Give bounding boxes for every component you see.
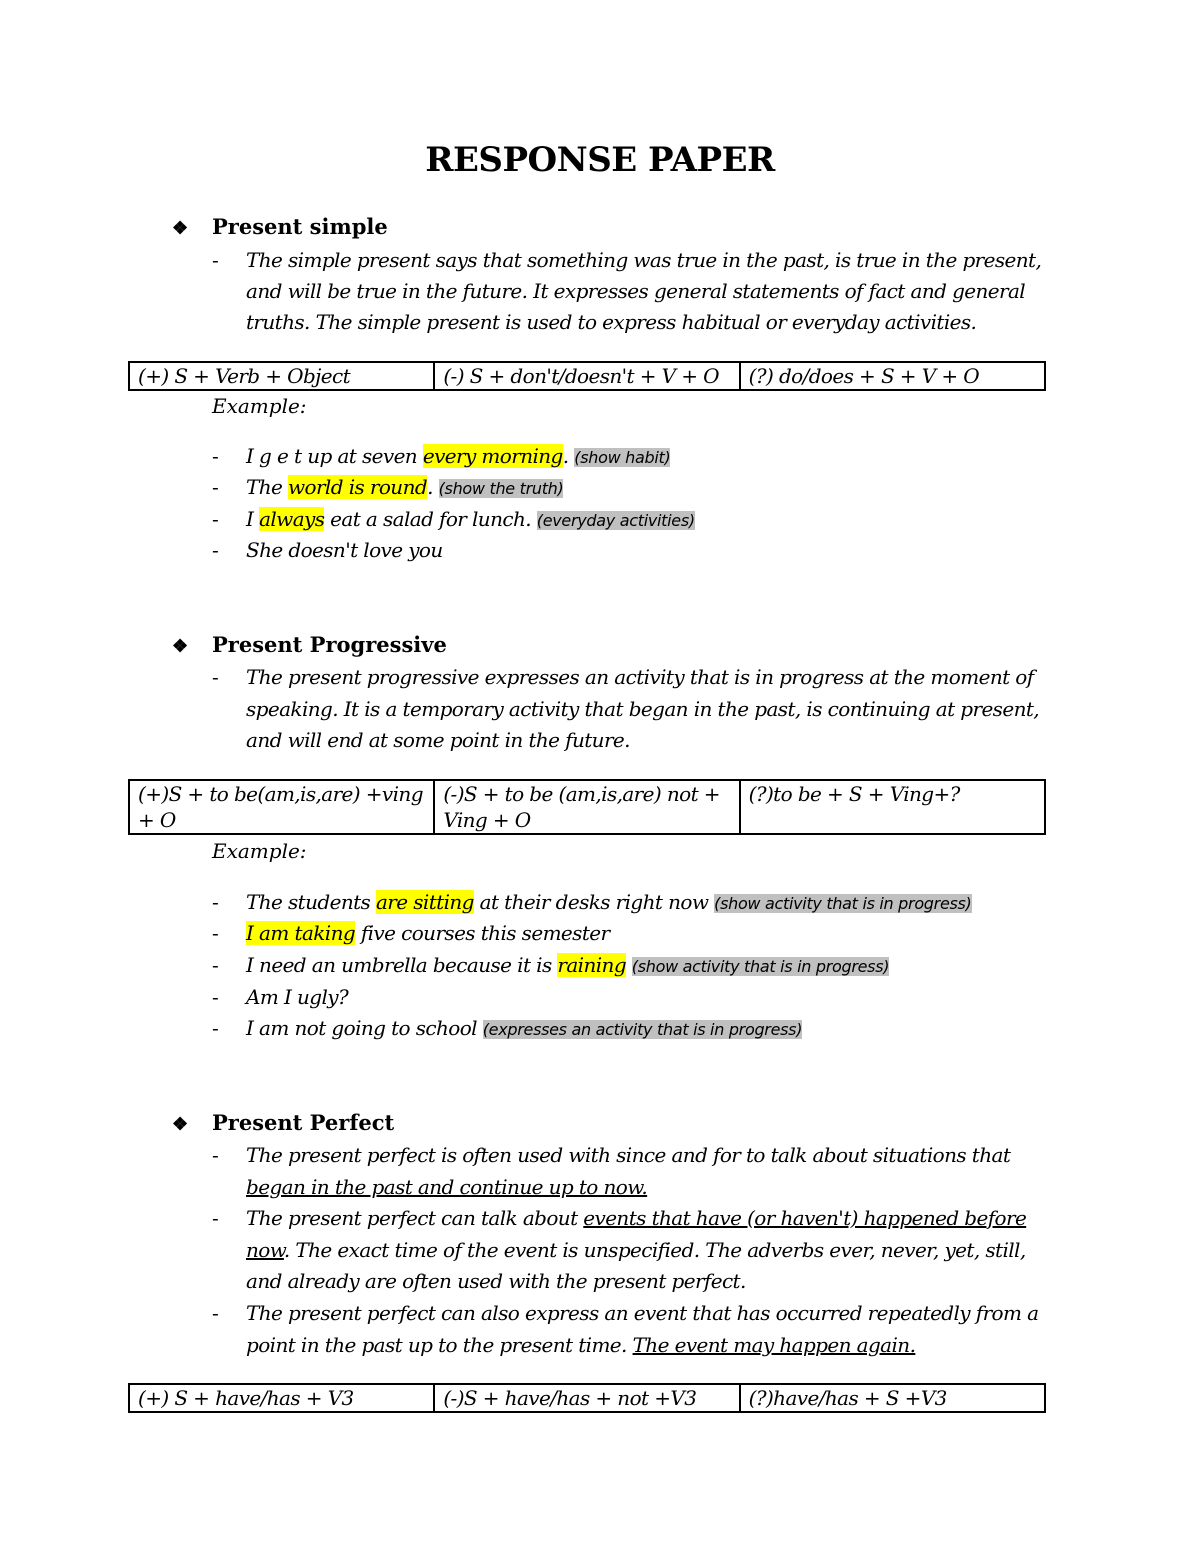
formula-positive: (+)S + to be(am,is,are) +ving + O bbox=[129, 780, 434, 834]
section-heading-present-progressive: ❖ Present Progressive bbox=[172, 632, 447, 657]
dash-bullet: - bbox=[212, 890, 219, 914]
dash-bullet: - bbox=[212, 953, 219, 977]
formula-positive: (+) S + Verb + Object bbox=[129, 362, 434, 390]
formula-question: (?)to be + S + Ving+? bbox=[740, 780, 1045, 834]
dash-bullet: - bbox=[212, 665, 219, 689]
formula-negative: (-)S + have/has + not +V3 bbox=[434, 1384, 739, 1412]
dash-bullet: - bbox=[212, 475, 219, 499]
formula-positive: (+) S + have/has + V3 bbox=[129, 1384, 434, 1412]
example-line: I am taking five courses this semester bbox=[246, 921, 610, 945]
dash-bullet: - bbox=[212, 1301, 219, 1325]
description-line: The present perfect can talk about events that have (or haven't) happened before bbox=[246, 1206, 1027, 1230]
description-line: and will end at some point in the future. bbox=[246, 728, 630, 752]
description-line: The present progressive expresses an activity that is in progress at the moment of bbox=[246, 665, 1034, 689]
dash-bullet: - bbox=[212, 1206, 219, 1230]
dash-bullet: - bbox=[212, 248, 219, 272]
example-line: I always eat a salad for lunch. (everyday activities) bbox=[246, 507, 695, 531]
section-heading-present-perfect: ❖ Present Perfect bbox=[172, 1110, 395, 1135]
example-line: Am I ugly? bbox=[246, 985, 349, 1009]
formula-row bbox=[129, 780, 1045, 834]
dash-bullet: - bbox=[212, 1016, 219, 1040]
dash-bullet: - bbox=[212, 538, 219, 562]
example-label: Example: bbox=[212, 394, 307, 418]
page-title: RESPONSE PAPER bbox=[425, 140, 775, 180]
formula-question: (?) do/does + S + V + O bbox=[740, 362, 1045, 390]
description-line: The present perfect is often used with since and for to talk about situations that bbox=[246, 1143, 1011, 1167]
formula-question: (?)have/has + S +V3 bbox=[740, 1384, 1045, 1412]
description-line: began in the past and continue up to now. bbox=[246, 1175, 648, 1199]
example-line: I need an umbrella because it is raining (show activity that is in progress) bbox=[246, 953, 890, 977]
formula-table bbox=[128, 361, 1046, 391]
formula-row bbox=[129, 362, 1045, 390]
formula-negative: (-)S + to be (am,is,are) not + Ving + O bbox=[434, 780, 739, 834]
section-heading-present-simple: ❖ Present simple bbox=[172, 214, 388, 239]
formula-table bbox=[128, 1383, 1046, 1413]
description-line: and already are often used with the present perfect. bbox=[246, 1269, 746, 1293]
dash-bullet: - bbox=[212, 985, 219, 1009]
dash-bullet: - bbox=[212, 921, 219, 945]
description-line: now. The exact time of the event is unspecified. The adverbs ever, never, yet, still, bbox=[246, 1238, 1026, 1262]
description-line: point in the past up to the present time. The event may happen again. bbox=[246, 1333, 916, 1357]
example-line: She doesn't love you bbox=[246, 538, 443, 562]
description-line: truths. The simple present is used to express habitual or everyday activities. bbox=[246, 310, 977, 334]
dash-bullet: - bbox=[212, 1143, 219, 1167]
example-label: Example: bbox=[212, 839, 307, 863]
formula-table bbox=[128, 779, 1046, 835]
description-line: The present perfect can also express an event that has occurred repeatedly from a bbox=[246, 1301, 1039, 1325]
example-line: I g e t up at seven every morning. (show habit) bbox=[246, 444, 671, 468]
description-line: The simple present says that something was true in the past, is true in the present, bbox=[246, 248, 1042, 272]
diamond-bullet-icon: ❖ bbox=[172, 636, 189, 657]
dash-bullet: - bbox=[212, 507, 219, 531]
diamond-bullet-icon: ❖ bbox=[172, 218, 189, 239]
description-line: speaking. It is a temporary activity that began in the past, is continuing at present, bbox=[246, 697, 1040, 721]
example-line: I am not going to school (expresses an activity that is in progress) bbox=[246, 1016, 803, 1040]
formula-row bbox=[129, 1384, 1045, 1412]
description-line: and will be true in the future. It expresses general statements of fact and general bbox=[246, 279, 1026, 303]
dash-bullet: - bbox=[212, 444, 219, 468]
formula-negative: (-) S + don't/doesn't + V + O bbox=[434, 362, 739, 390]
example-line: The world is round. (show the truth) bbox=[246, 475, 564, 499]
diamond-bullet-icon: ❖ bbox=[172, 1114, 189, 1135]
example-line: The students are sitting at their desks right now (show activity that is in progress) bbox=[246, 890, 972, 914]
